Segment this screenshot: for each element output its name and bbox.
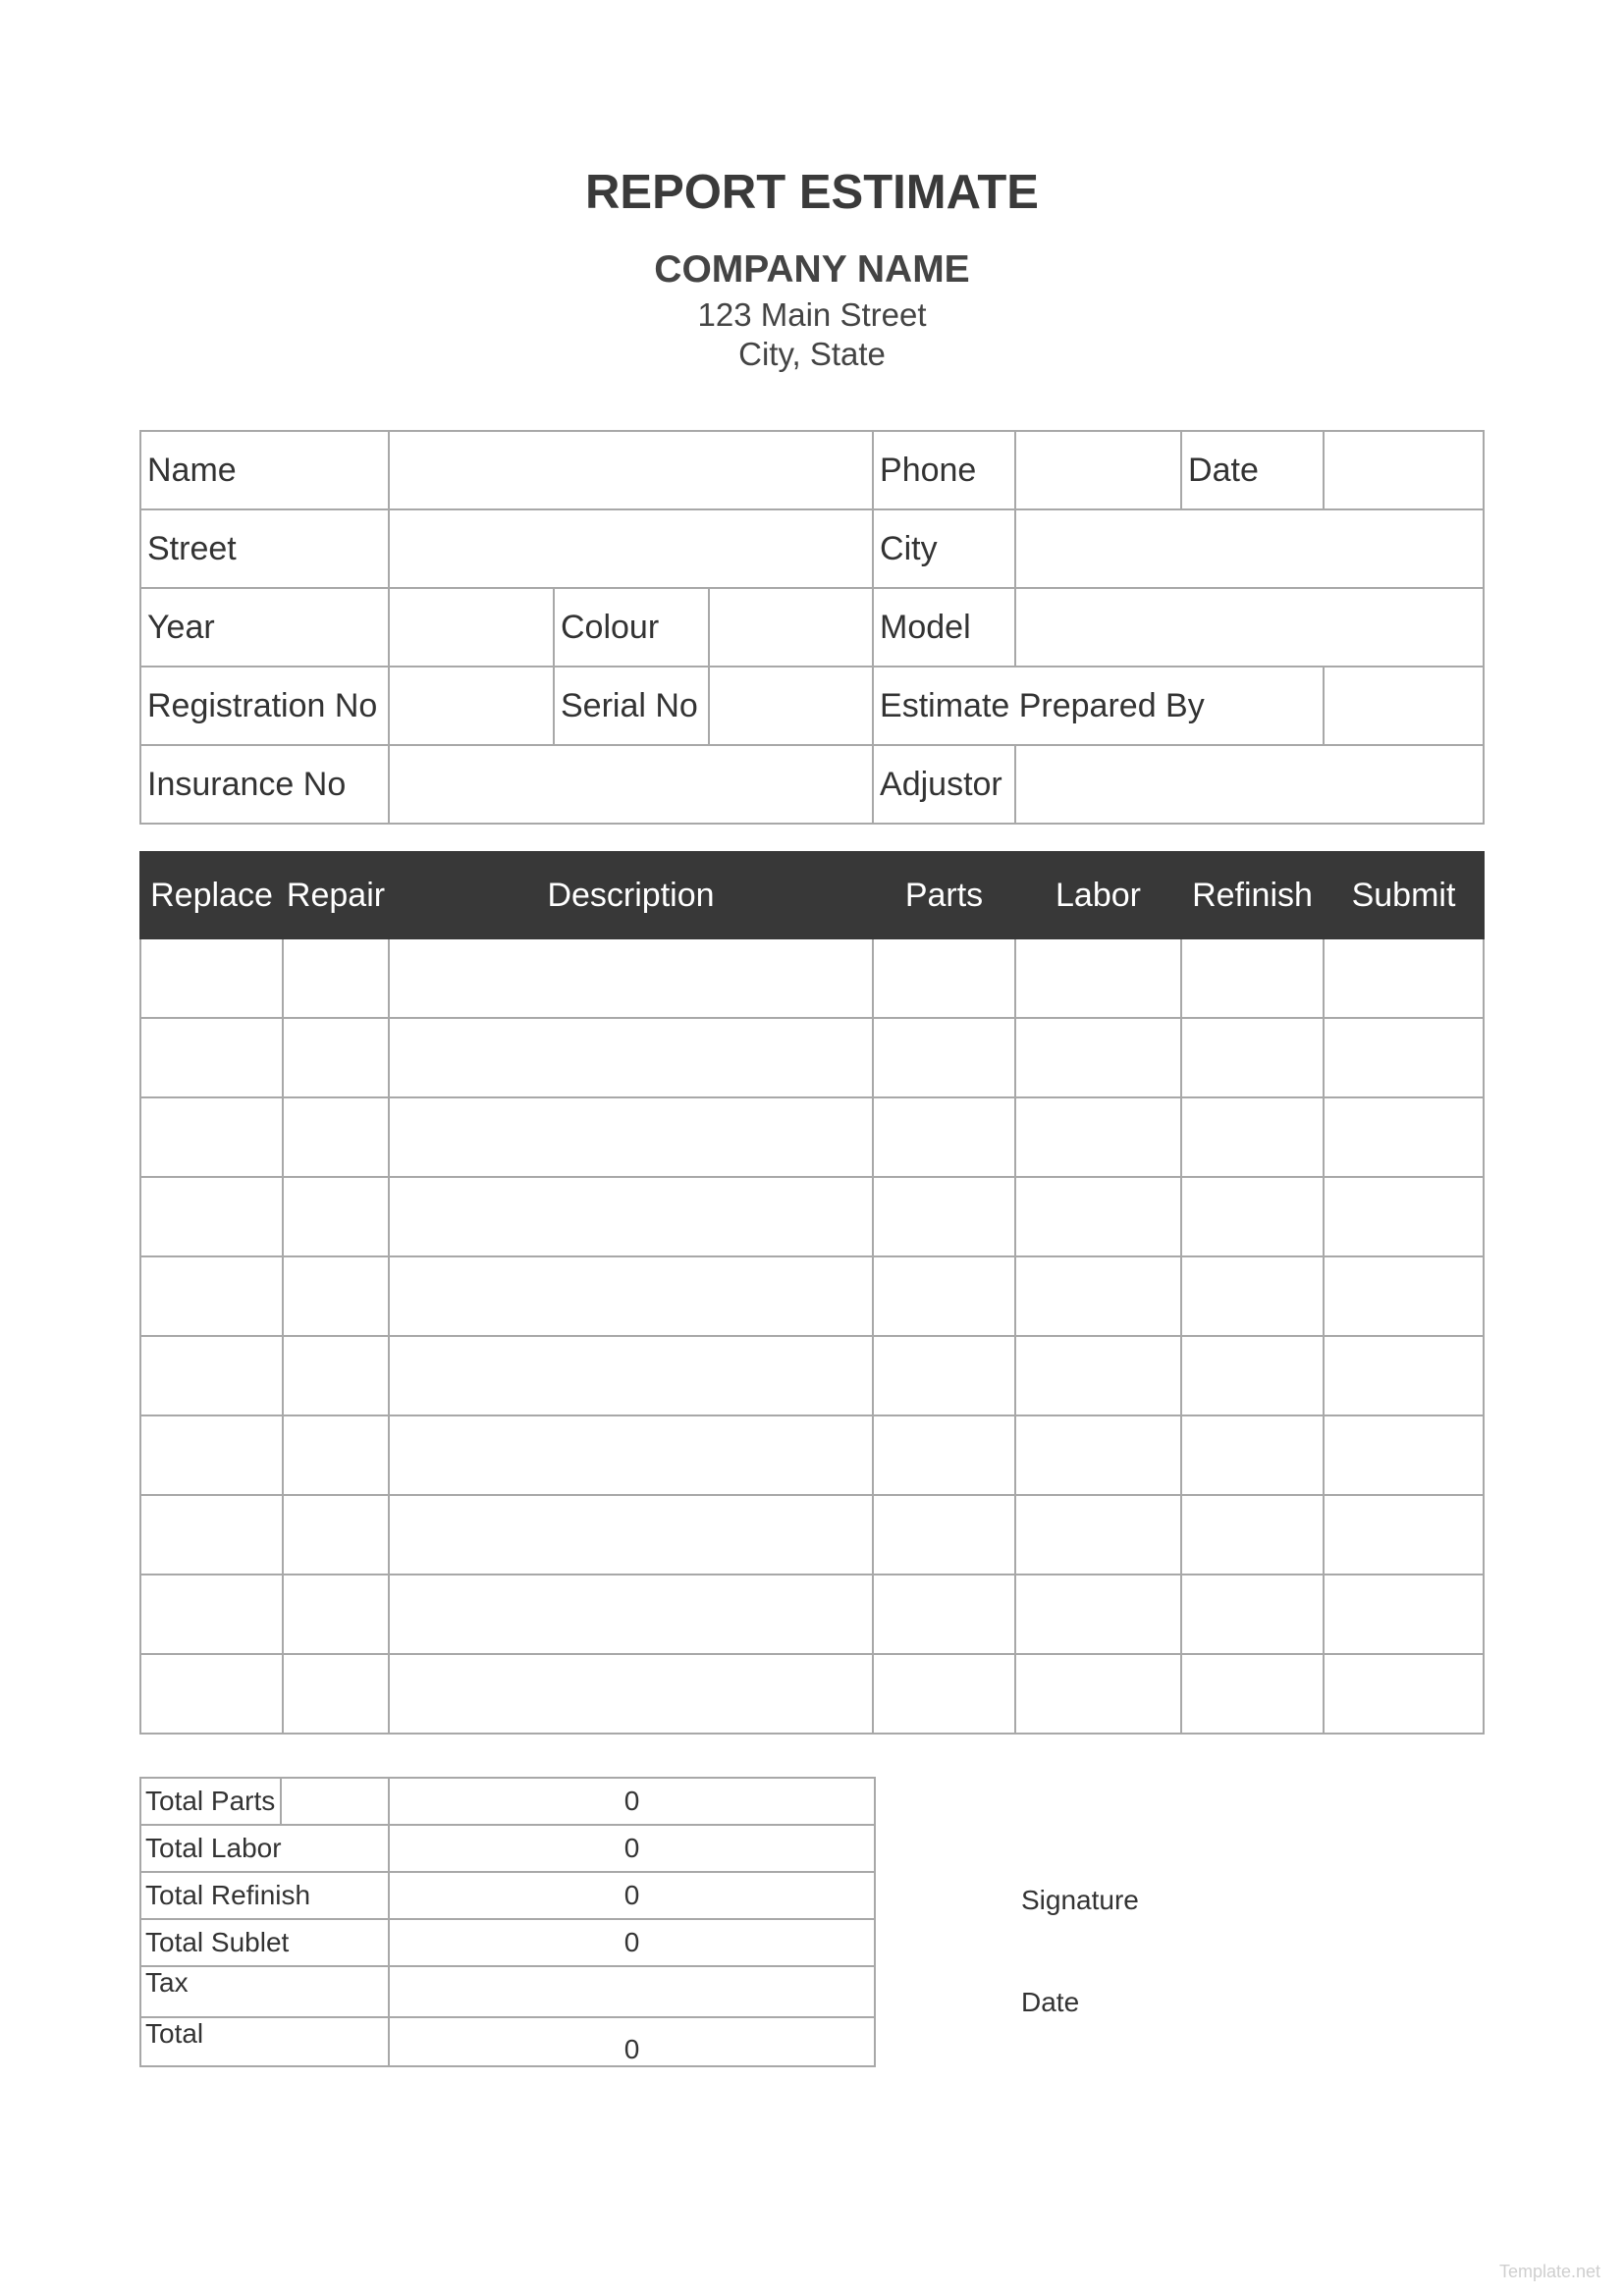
item-cell-submit[interactable] bbox=[1324, 1495, 1484, 1575]
date-label: Date bbox=[1181, 431, 1324, 509]
item-cell-parts[interactable] bbox=[873, 1256, 1015, 1336]
item-cell-replace[interactable] bbox=[140, 1336, 283, 1415]
item-cell-description[interactable] bbox=[389, 1336, 873, 1415]
table-row bbox=[140, 1336, 1484, 1415]
col-header-description: Description bbox=[389, 852, 873, 938]
insurance-no-field[interactable] bbox=[389, 745, 873, 824]
page-title: REPORT ESTIMATE bbox=[585, 166, 1039, 219]
table-row bbox=[140, 1018, 1484, 1097]
item-cell-parts[interactable] bbox=[873, 1336, 1015, 1415]
item-cell-submit[interactable] bbox=[1324, 1256, 1484, 1336]
item-cell-repair[interactable] bbox=[283, 1177, 389, 1256]
item-cell-labor[interactable] bbox=[1015, 1177, 1181, 1256]
item-cell-description[interactable] bbox=[389, 1097, 873, 1177]
item-cell-labor[interactable] bbox=[1015, 1097, 1181, 1177]
item-cell-replace[interactable] bbox=[140, 1177, 283, 1256]
table-row bbox=[140, 1495, 1484, 1575]
item-cell-labor[interactable] bbox=[1015, 1575, 1181, 1654]
total-parts-value: 0 bbox=[389, 1778, 875, 1825]
grand-total-label: Total bbox=[140, 2017, 389, 2066]
company-name: COMPANY NAME bbox=[654, 248, 970, 291]
item-cell-repair[interactable] bbox=[283, 1336, 389, 1415]
col-header-refinish: Refinish bbox=[1181, 852, 1324, 938]
item-cell-description[interactable] bbox=[389, 938, 873, 1018]
serial-no-field[interactable] bbox=[709, 667, 873, 745]
item-cell-refinish[interactable] bbox=[1181, 1495, 1324, 1575]
item-cell-repair[interactable] bbox=[283, 1018, 389, 1097]
item-cell-parts[interactable] bbox=[873, 1654, 1015, 1734]
item-cell-refinish[interactable] bbox=[1181, 1415, 1324, 1495]
street-field[interactable] bbox=[389, 509, 873, 588]
item-cell-refinish[interactable] bbox=[1181, 1575, 1324, 1654]
total-row bbox=[140, 1919, 875, 1966]
items-header-row bbox=[140, 852, 1484, 938]
item-cell-repair[interactable] bbox=[283, 938, 389, 1018]
table-row bbox=[140, 1097, 1484, 1177]
info-row bbox=[140, 509, 1484, 588]
total-refinish-label: Total Refinish bbox=[140, 1872, 389, 1919]
item-cell-parts[interactable] bbox=[873, 1415, 1015, 1495]
total-labor-value: 0 bbox=[389, 1825, 875, 1872]
table-row bbox=[140, 1575, 1484, 1654]
item-cell-replace[interactable] bbox=[140, 1575, 283, 1654]
total-row bbox=[140, 1825, 875, 1872]
colour-field[interactable] bbox=[709, 588, 873, 667]
year-label: Year bbox=[140, 588, 389, 667]
item-cell-submit[interactable] bbox=[1324, 1415, 1484, 1495]
customer-info-table bbox=[139, 430, 1485, 825]
date-field[interactable] bbox=[1324, 431, 1484, 509]
item-cell-refinish[interactable] bbox=[1181, 1654, 1324, 1734]
col-header-parts: Parts bbox=[873, 852, 1015, 938]
insurance-no-label: Insurance No bbox=[140, 745, 389, 824]
col-header-repair: Repair bbox=[283, 852, 389, 938]
adjustor-label: Adjustor bbox=[873, 745, 1015, 824]
tax-label: Tax bbox=[140, 1966, 389, 2017]
item-cell-description[interactable] bbox=[389, 1495, 873, 1575]
item-cell-description[interactable] bbox=[389, 1018, 873, 1097]
item-cell-replace[interactable] bbox=[140, 1654, 283, 1734]
item-cell-refinish[interactable] bbox=[1181, 1256, 1324, 1336]
item-cell-repair[interactable] bbox=[283, 1575, 389, 1654]
item-cell-repair[interactable] bbox=[283, 1654, 389, 1734]
item-cell-parts[interactable] bbox=[873, 1097, 1015, 1177]
total-row bbox=[140, 1872, 875, 1919]
street-label: Street bbox=[140, 509, 389, 588]
item-cell-refinish[interactable] bbox=[1181, 1336, 1324, 1415]
items-body bbox=[140, 938, 1484, 1734]
col-header-replace: Replace bbox=[140, 852, 283, 938]
adjustor-field[interactable] bbox=[1015, 745, 1484, 824]
item-cell-refinish[interactable] bbox=[1181, 1097, 1324, 1177]
item-cell-submit[interactable] bbox=[1324, 1654, 1484, 1734]
col-header-submit: Submit bbox=[1324, 852, 1484, 938]
item-cell-repair[interactable] bbox=[283, 1097, 389, 1177]
totals-table bbox=[139, 1777, 876, 2067]
item-cell-parts[interactable] bbox=[873, 1177, 1015, 1256]
table-row bbox=[140, 1256, 1484, 1336]
item-cell-replace[interactable] bbox=[140, 1018, 283, 1097]
info-row bbox=[140, 588, 1484, 667]
item-cell-labor[interactable] bbox=[1015, 1256, 1181, 1336]
registration-no-field[interactable] bbox=[389, 667, 554, 745]
item-cell-submit[interactable] bbox=[1324, 1336, 1484, 1415]
total-sublet-label: Total Sublet bbox=[140, 1919, 389, 1966]
item-cell-labor[interactable] bbox=[1015, 1495, 1181, 1575]
info-row bbox=[140, 745, 1484, 824]
item-cell-labor[interactable] bbox=[1015, 1018, 1181, 1097]
total-parts-extra-field[interactable] bbox=[281, 1778, 389, 1825]
phone-field[interactable] bbox=[1015, 431, 1181, 509]
table-row bbox=[140, 1654, 1484, 1734]
item-cell-repair[interactable] bbox=[283, 1495, 389, 1575]
item-cell-description[interactable] bbox=[389, 1415, 873, 1495]
phone-label: Phone bbox=[873, 431, 1015, 509]
item-cell-repair[interactable] bbox=[283, 1415, 389, 1495]
serial-no-label: Serial No bbox=[554, 667, 709, 745]
item-cell-replace[interactable] bbox=[140, 1097, 283, 1177]
item-cell-labor[interactable] bbox=[1015, 1415, 1181, 1495]
watermark: Template.net bbox=[1498, 2262, 1600, 2281]
total-row bbox=[140, 1778, 875, 1825]
info-row bbox=[140, 431, 1484, 509]
item-cell-submit[interactable] bbox=[1324, 938, 1484, 1018]
item-cell-replace[interactable] bbox=[140, 1256, 283, 1336]
item-cell-parts[interactable] bbox=[873, 938, 1015, 1018]
item-cell-replace[interactable] bbox=[140, 938, 283, 1018]
item-cell-refinish[interactable] bbox=[1181, 1018, 1324, 1097]
item-cell-submit[interactable] bbox=[1324, 1018, 1484, 1097]
signature-date-label: Date bbox=[1021, 1987, 1080, 2017]
item-cell-replace[interactable] bbox=[140, 1495, 283, 1575]
year-field[interactable] bbox=[389, 588, 554, 667]
name-label: Name bbox=[140, 431, 389, 509]
item-cell-refinish[interactable] bbox=[1181, 1177, 1324, 1256]
item-cell-parts[interactable] bbox=[873, 1575, 1015, 1654]
table-row bbox=[140, 1177, 1484, 1256]
item-cell-parts[interactable] bbox=[873, 1018, 1015, 1097]
item-cell-description[interactable] bbox=[389, 1177, 873, 1256]
item-cell-labor[interactable] bbox=[1015, 1654, 1181, 1734]
table-row bbox=[140, 1415, 1484, 1495]
model-label: Model bbox=[873, 588, 1015, 667]
col-header-labor: Labor bbox=[1015, 852, 1181, 938]
model-field[interactable] bbox=[1015, 588, 1484, 667]
item-cell-description[interactable] bbox=[389, 1654, 873, 1734]
name-field[interactable] bbox=[389, 431, 873, 509]
estimate-prepared-by-field[interactable] bbox=[1324, 667, 1484, 745]
item-cell-repair[interactable] bbox=[283, 1256, 389, 1336]
item-cell-submit[interactable] bbox=[1324, 1575, 1484, 1654]
total-labor-label: Total Labor bbox=[140, 1825, 389, 1872]
total-row bbox=[140, 2017, 875, 2066]
item-cell-parts[interactable] bbox=[873, 1495, 1015, 1575]
info-row bbox=[140, 667, 1484, 745]
item-cell-submit[interactable] bbox=[1324, 1097, 1484, 1177]
registration-no-label: Registration No bbox=[140, 667, 389, 745]
total-parts-label: Total Parts bbox=[140, 1778, 281, 1825]
colour-label: Colour bbox=[554, 588, 709, 667]
total-row bbox=[140, 1966, 875, 2017]
grand-total-value: 0 bbox=[389, 2017, 875, 2066]
item-cell-refinish[interactable] bbox=[1181, 938, 1324, 1018]
total-refinish-value: 0 bbox=[389, 1872, 875, 1919]
item-cell-labor[interactable] bbox=[1015, 1336, 1181, 1415]
items-table bbox=[139, 851, 1485, 1735]
item-cell-description[interactable] bbox=[389, 1575, 873, 1654]
address-line-1: 123 Main Street bbox=[697, 296, 927, 333]
item-cell-labor[interactable] bbox=[1015, 938, 1181, 1018]
item-cell-submit[interactable] bbox=[1324, 1177, 1484, 1256]
signature-label: Signature bbox=[1021, 1885, 1139, 1915]
address-line-2: City, State bbox=[738, 336, 886, 372]
city-field[interactable] bbox=[1015, 509, 1484, 588]
tax-value[interactable] bbox=[389, 1966, 875, 2017]
item-cell-replace[interactable] bbox=[140, 1415, 283, 1495]
city-label: City bbox=[873, 509, 1015, 588]
estimate-prepared-by-label: Estimate Prepared By bbox=[873, 667, 1324, 745]
table-row bbox=[140, 938, 1484, 1018]
total-sublet-value: 0 bbox=[389, 1919, 875, 1966]
item-cell-description[interactable] bbox=[389, 1256, 873, 1336]
